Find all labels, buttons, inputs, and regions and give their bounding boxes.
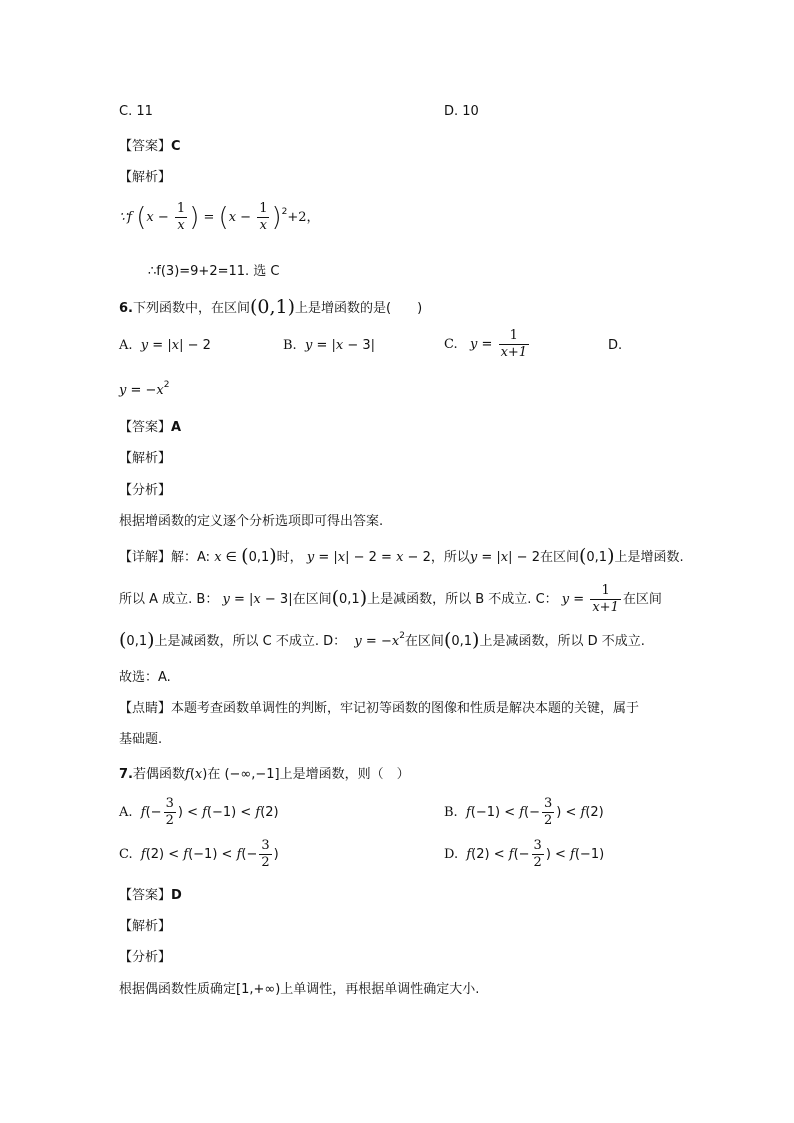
q7-analysis-tag: 【解析】 [119,919,172,934]
q6-option-d: $y = -x^2$ [119,380,170,398]
answer-tag: 【答案】 [119,139,172,154]
q6-option-c: C. y = $\frac{1}{x+1}$ [444,328,528,360]
q6-detail-line2: 所以 A 成立. B： y = |x − 3|在区间(0,1)上是减函数，所以 B 不成立. C： y = $\frac{1}{x+1}$ 在区间 [119,583,662,615]
q7-stem: 7.若偶函数f(x)在 (−∞,−1]上是增函数，则（ ） [119,767,410,782]
stem-suffix: 上是增函数的是( ) [295,301,423,316]
q6-stem [119,296,422,318]
q6-detail-line1: 【详解】解：A: x ∈ (0,1)时， y = |x| − 2 = x − 2，所以y = |x| − 2在区间(0,1)上是增函数. [119,545,684,567]
question-number: 6. [119,301,133,316]
q5-formula-step2: ∴f(3)=9+2=11. 选 C [148,264,280,279]
q7-option-b: B. f(−1) < f(− $\frac{3}{2}$ ) < f(2) [444,796,604,828]
q5-answer [119,135,181,154]
q6-dianjing-line2: 基础题. [119,732,163,747]
q6-fenxi-tag: 【分析】 [119,483,172,498]
q6-dianjing-line1: 【点睛】本题考查函数单调性的判断，牢记初等函数的图像和性质是解决本题的关键，属于 [119,701,640,716]
q6-option-d-label: D. [608,338,623,353]
q5-formula-step1: ∵f (x − $\frac{1}{x}$ ) = (x − $\frac{1}{x}$ )$^2$+2， [119,201,320,233]
stem-interval: (0,1) [250,296,296,318]
q6-analysis-tag: 【解析】 [119,451,172,466]
q5-option-d: D. 10 [444,104,479,119]
q7-fenxi-text: 根据偶函数性质确定[1,+∞)上单调性，再根据单调性确定大小. [119,982,480,997]
q6-detail-line3: (0,1)上是减函数，所以 C 不成立. D： $y = -x^2$在区间(0,1)上是减函数，所以 D 不成立. [119,629,645,651]
q7-option-a: A. f(− $\frac{3}{2}$ ) < f(−1) < f(2) [119,796,279,828]
q6-fenxi-text: 根据增函数的定义逐个分析选项即可得出答案. [119,514,384,529]
q5-option-c: C. 11 [119,104,153,119]
q7-answer: 【答案】D [119,888,182,903]
q5-analysis-tag: 【解析】 [119,170,172,185]
stem-text: 下列函数中，在区间 [132,301,250,316]
q7-fenxi-tag: 【分析】 [119,950,172,965]
q6-option-b: B. y = |x − 3| [283,338,376,353]
q7-option-d: D. f(2) < f(− $\frac{3}{2}$ ) < f(−1) [444,838,605,870]
q6-conclusion: 故选：A. [119,670,171,685]
q7-option-c: C. f(2) < f(−1) < f(− $\frac{3}{2}$ ) [119,838,279,870]
q6-option-a: A. y = |x| − 2 [119,338,211,353]
q6-answer: 【答案】A [119,420,182,435]
answer-value: C [171,139,181,154]
